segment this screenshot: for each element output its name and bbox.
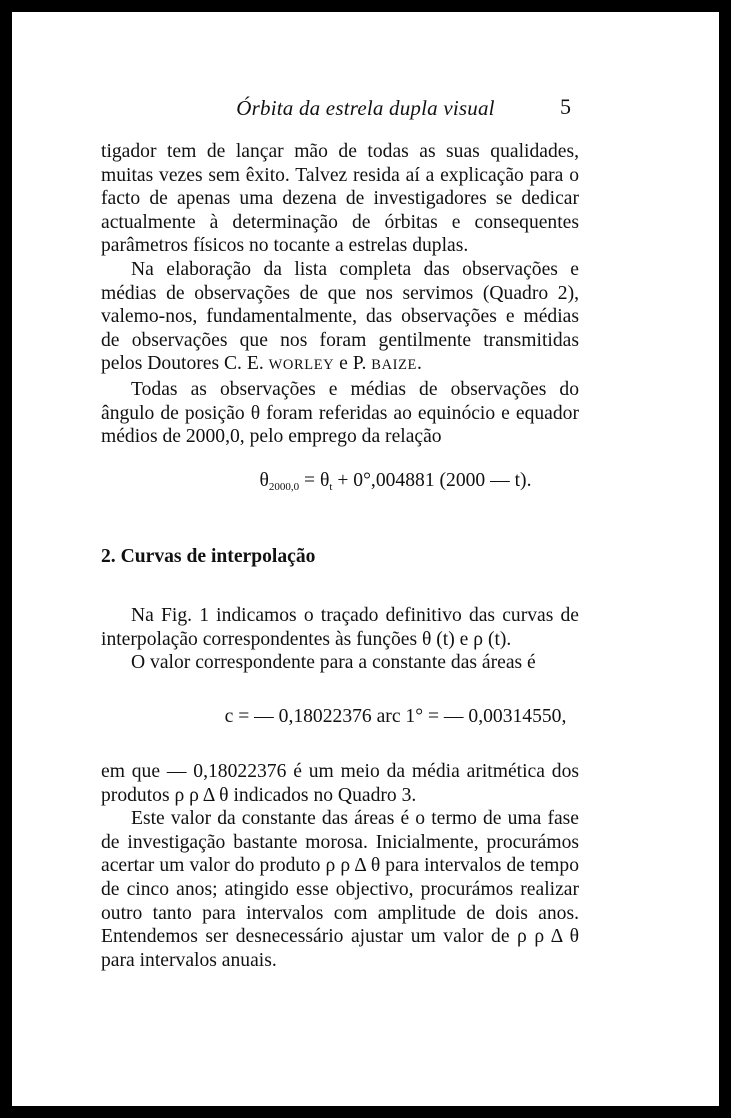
paragraph: tigador tem de lançar mão de todas as suas qualidades, muitas vezes sem êxito. Talvez resida aí a explicação para o facto de apenas uma dezena de investigadores se dedicar actualmente à determinação de órbitas e consequentes parâmetros físicos no tocante a estrelas duplas. [101, 141, 579, 257]
paragraph-text: e P. [339, 353, 367, 375]
section-heading: 2. Curvas de interpolação [101, 546, 316, 567]
author-name-baize: BAIZE [371, 357, 417, 374]
paragraph: Na Fig. 1 indicamos o traçado definitivo das curvas de interpolação correspondentes às funções θ (t) e ρ (t). [101, 605, 579, 650]
body-text-top [101, 140, 579, 449]
page-number: 5 [560, 94, 571, 119]
paragraph-acknowledgement [101, 258, 579, 378]
paragraph: O valor correspondente para a constante das áreas é [131, 652, 536, 674]
book-page [12, 12, 719, 1106]
equation-mid: = θ [299, 470, 330, 491]
equation-lhs: θ [259, 470, 269, 491]
paragraph: Este valor da constante das áreas é o termo de uma fase de investigação bastante morosa. Inicialmente, procurámos acertar um valor do produto ρ ρ Δ θ para intervalos de tempo de cinco anos; atingido esse objectivo, procurámos realizar outro tanto para intervalos com amplitude de dois anos. Entendemos ser desnecessário ajustar um valor de ρ ρ Δ θ para intervalos anuais. [101, 808, 579, 971]
paragraph: em que — 0,18022376 é um meio da média aritmética dos produtos ρ ρ Δ θ indicados no Quadro 3. [101, 761, 579, 806]
equation-theta-correction [42, 470, 719, 493]
page-header [12, 90, 719, 120]
paragraph-text: Na elaboração da lista completa das observações e médias de observações de que nos servimos (Quadro 2), valemo-nos, fundamentalmente, das observações e médias de observações que nos foram gentilmente transmitidas pelos Doutores C. E. [101, 258, 579, 375]
author-name-worley: WORLEY [268, 357, 335, 374]
running-title: Órbita da estrela dupla visual [236, 96, 495, 120]
paragraph-text: . [416, 353, 422, 375]
paragraph: Todas as observações e médias de observações do ângulo de posição θ foram referidas ao equinócio e equador médios de 2000,0, pelo emprego da relação [101, 378, 579, 448]
equation-lhs-subscript: 2000,0 [268, 481, 300, 493]
equation-area-constant: c = — 0,18022376 arc 1° = — 0,00314550, [224, 706, 567, 727]
equation-rhs: + 0°,004881 (2000 — t). [332, 470, 532, 491]
equation-mid-subscript: t [329, 481, 333, 493]
body-text-low [101, 760, 579, 972]
body-text-mid [101, 604, 579, 675]
